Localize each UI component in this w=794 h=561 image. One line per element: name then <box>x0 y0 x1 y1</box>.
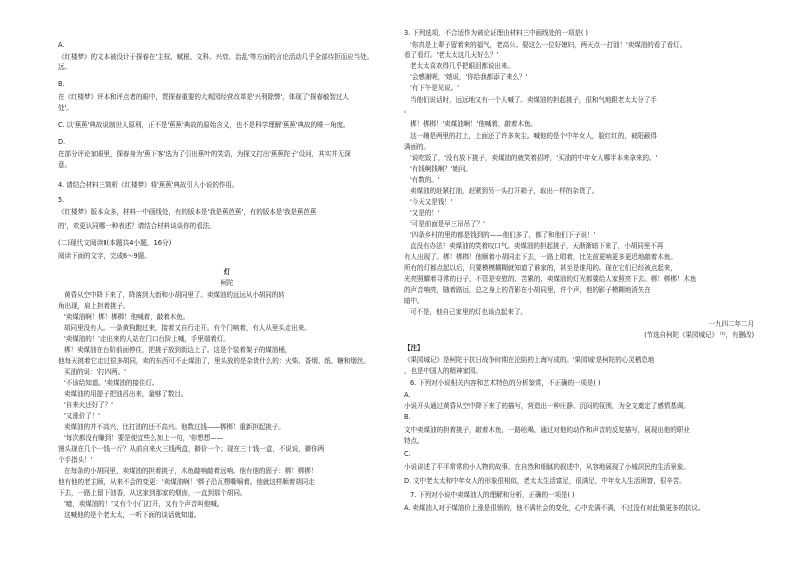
story-line: 老太太喜欢得几乎把眼泪都说出来。 <box>410 62 514 70</box>
story-line: '又涨价了！' <box>64 412 100 420</box>
story-line: '又是的！' <box>410 209 440 217</box>
q6-opt-c-letter[interactable]: C. <box>404 450 411 458</box>
story-line: 直没有办法！卖煤油的笑着叹口气。卖煤油的担起挑子，天渐渐暗下来了，小胡同里不再 <box>410 242 664 250</box>
q7-opt-a-text[interactable]: A. 卖煤油人对于煤油价上涨是很愤的，他不满社会的变化，心中充满不满，不过没有对此做更多的抗议。 <box>404 504 705 512</box>
story-line: '四条乡村的里的都是钱到的——他们多了，都了和他们下子说！' <box>410 231 596 239</box>
note-text: 《果园城记》是柯陀于抗日战争时期在沦陷的上海写成的。'果园城'是柯陀的心灵栖息地 <box>404 356 655 364</box>
story-line: 的声音响亮，随着路远，总之身上的背影在小胡同里，许个声，他的影子模糊地消失在 <box>404 286 651 294</box>
question-5-text: 《红楼梦》版本众多，材料一中画线处，有的版本是'我是蕉芭蕉'，有的版本是'我是蕉芭蕉 <box>58 208 317 216</box>
story-line: 在每条的小胡同里，卖煤油的担着挑子，木鱼敲响敲着远响。他有他的固子：梆！梆梆！ <box>64 467 318 475</box>
story-line: 所有的灯都点起以后，只要模模糊糊就知道了谁家的，甚至是谁用的。现在它们已经被点起来， <box>404 264 677 272</box>
q6-opt-b-text-cont: 特点。 <box>404 437 424 445</box>
story-line: 这一趟是两里的打上，上面还了许多灰尘。喊他的是个中年女人，脸红红的，被阳蔽得 <box>410 132 657 140</box>
q3-opt-d-text-cont: 意。 <box>58 161 71 169</box>
story-line: '噫，卖煤油的！'又有个小门打开，又有个声音叫他喊。 <box>64 500 224 508</box>
story-author: 柯陀 <box>220 279 234 287</box>
story-line: 。 <box>404 106 411 114</box>
story-line: 暗中。 <box>404 297 424 305</box>
question-5-number: 5. <box>58 196 65 204</box>
q3-opt-b-text: 在《红楼梦》评本和评点者的眼中，贾探春重要的大观园经营改革是'兴利除弊'，体现了'探春敏智过人 <box>58 93 349 101</box>
story-line: 满面的。 <box>404 143 430 151</box>
story-line: 他有他的老主顾，从来不会的变更：'卖煤油啊！'梆子沿瓦楞嘶嗝着。他就这样顺着胡同走 <box>58 478 315 486</box>
story-line: '你真是上辈子留着来的福气，老高公。娶这么一位好媳妇，两天点一打油！'卖煤油的看了看灯。 <box>410 41 687 49</box>
reading-instructions: 阅读下面的文字，完成6～9题。 <box>58 252 151 260</box>
q6-opt-a-text: 小说开头通过黄昏从空中降下来了的描写，营造出一种庄静、沉闷的氛围，为全文奠定了感情基调。 <box>404 402 690 410</box>
story-title: 灯 <box>223 268 231 276</box>
story-line: 这喊他的是个老太太，一听下面的谈话就知道。 <box>64 511 201 519</box>
story-line: 买油的说：'打四两。' <box>64 368 126 376</box>
story-line: 下去，一路上留下油香，从这家到那家的烟囱，一直到那个胡同。 <box>58 489 247 497</box>
q6-opt-d-text[interactable]: D. 文中老太太和中年女人的形象很相似，老太太生活富足，很满足，中年女人生活困窘，很辛苦。 <box>404 477 686 485</box>
q3-opt-d-letter[interactable]: D. <box>58 138 65 146</box>
story-line: 个手指头！' <box>58 456 93 464</box>
story-line: 馒头现在几个一钱一斤？从前自来火三钱两盒，擗价一个；现在三十钱一盒，不说说，擗你两 <box>58 445 325 453</box>
story-line: '说吃饭了，'没有放下挑子，卖煤油的就笑着招呼，'买油的中年女人哪半本来拿来的。' <box>410 154 658 162</box>
story-line: 梆！梆梆！'卖煤油啊！'他喊着，敲着木鱼。 <box>410 120 537 128</box>
story-line: '可是前面是早三吊吊了？' <box>410 220 485 228</box>
q3-opt-a-text: 《红楼梦》的文本被设计于探春在'主权、赋税、文科、兴衰、治乱'等方面的言论活动几乎全部待拒而应当处。 <box>58 53 374 61</box>
note-text-cont: ，也是中国人的精神家园。 <box>404 367 482 375</box>
story-line: 看了看灯。'老太太这几天好么？' <box>404 51 499 59</box>
story-line: '有下午是见说。' <box>410 84 459 92</box>
story-line: '会感谢呢，'她说，'你给我都添了来么？' <box>410 73 528 81</box>
q3-opt-c-text[interactable]: C. 以'蕉蕉'典故说制世人原利，正不是'蕉蕉'典故的原始含义，也不是科学理解'蕉蕉'典故的唯一角度。 <box>58 121 350 129</box>
story-line: 有人出现了。梆！梆梆！他顺着小胡同走下去，一路上唱着，比先前更响更多更迟地敲着木鱼。 <box>404 253 677 261</box>
q6-opt-a-letter[interactable]: A. <box>404 391 411 399</box>
right-column <box>404 0 754 561</box>
section-title: (二)现代文阅读Ⅱ(本题共4小题，16分) <box>58 239 172 247</box>
question-7: 7. 下列对小说中卖煤油人的理解和分析，正确的一项是( ) <box>410 491 575 499</box>
story-line: 角出现，肩上担着挑子。 <box>58 302 130 310</box>
story-line: '每次都没有赚到！要是便宜些么加上一句，'你想想—— <box>64 434 224 442</box>
story-line: 他每天挑着它走过很多胡同，卖的东西可不止煤油了，里头放的是杂货什么的：火柴、香烟、纸、糖和烟丝。 <box>58 357 370 365</box>
story-line: 卖煤油的用提子把油舀出来，量够了数目。 <box>64 390 188 398</box>
question-4: 4. 请结合材料三简析《红楼梦》将'蕉蕉'典故引入小说的作用。 <box>58 181 239 189</box>
story-line: 当他们说话时，远远地又有一个人喊了。卖煤油的担起挑子，很和气地跟老太太分了手 <box>410 96 657 104</box>
q3-opt-b-text-cont: 处'。 <box>58 104 73 112</box>
story-line: '不该给知道。'卖煤油的接住灯。 <box>64 379 159 387</box>
q3-opt-a-text-cont: 远。 <box>58 63 71 71</box>
story-line: 可不是，他自己家里的灯也该点起来了。 <box>410 308 527 316</box>
question-6: 6. 下列对小说相关内容和艺术特色的分析鉴赏，不正确的一项是( ) <box>410 379 601 387</box>
story-line: 光亮照耀着寻常的日子，不管是安慰的、苦累的，卖煤油的灯光都要给人家照亮下去。梆！梆梆！木鱼 <box>404 275 697 283</box>
story-line: 梆！卖煤油在台阶前面停住，把挑子放到街边上了。这是个装着架子的煤油桶， <box>64 346 292 354</box>
story-line: '卖煤油啊！梆！梆梆！他喊着，敲着木鱼。 <box>64 313 190 321</box>
q6-opt-c-text: 小说讲述了平平常常的小人物的故事，在自然和细腻的叙述中，从容地展现了小城居民的生活景象。 <box>404 463 690 471</box>
q3-opt-a-letter[interactable]: A. <box>58 41 65 49</box>
story-line: '有钱啊钱啊？'她问。 <box>410 165 472 173</box>
note-label: 【注】 <box>404 344 424 352</box>
question-3: 3. 下列选项，不合适作为被论证理由材料三中画线处的一项是( ) <box>404 29 588 37</box>
question-5-text-cont: 的'，欢更认同哪一种表述？请结合材料谈谈你的看法。 <box>58 222 216 230</box>
story-line: '有数的。' <box>410 176 440 184</box>
q3-opt-b-letter[interactable]: B. <box>58 80 65 88</box>
story-line: 卖煤油的并不高兴，比打油的还不高兴。他数过钱——梆梆！重新担起挑子。 <box>64 423 285 431</box>
left-column <box>58 0 396 561</box>
story-date: 一九四二年二月 <box>708 320 754 328</box>
story-line: 黄昏从空中降下来了，降落到大街和小胡同里了。卖煤油的远远从小胡同的转 <box>64 291 285 299</box>
story-line: '卖煤油的！'走出来的人站在门口台阶上喊，手里端着灯。 <box>64 335 230 343</box>
story-line: 胡同里没有人。一条黄狗跑过来，接着又自行走开。有个门响着，有人从里头走出来。 <box>64 324 311 332</box>
story-line: 卖煤油的赶紧打油，赶紧到另一头打开箱子，取出一样的杂货了。 <box>410 187 599 195</box>
story-source: (节选自柯陀《果园城记》 ⁽¹⁾，有删改) <box>644 331 754 339</box>
q3-opt-d-text: 在部分评论家眼里，探春身为'蕉下客'选为了引出蕉叶的笑语，为探文打出'蕉蕉陀子'设问，其实并无深 <box>58 150 351 158</box>
story-line: '自来火还好了？' <box>64 401 113 409</box>
q6-opt-b-text: 文中卖煤油的担着挑子，敲着木鱼，一路吆喝，通过对他的动作和声音的反复描写，展现出他的职业 <box>404 426 690 434</box>
q6-opt-b-letter[interactable]: B. <box>404 413 411 421</box>
story-line: '今天又是钱！' <box>410 198 453 206</box>
